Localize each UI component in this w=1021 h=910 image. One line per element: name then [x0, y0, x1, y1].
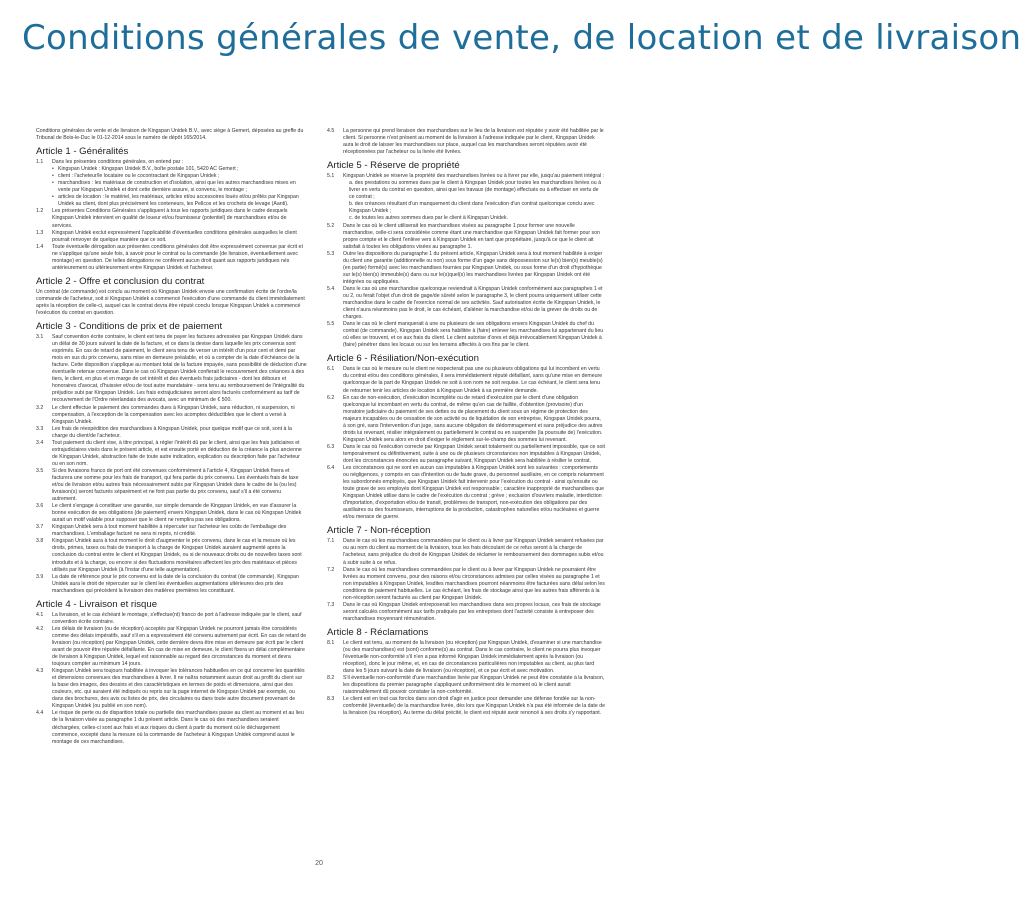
clause-bullet [343, 180, 605, 201]
article-section [36, 276, 307, 317]
article-section [327, 525, 605, 623]
clause-number: 1.4 [36, 243, 44, 250]
clause-text: Kingspan Unidek aura à tout moment le droit d'augmenter le prix convenu, dans le cas et la mesure où les droits, primes, taxes ou frais de transport à la charge de Kingspan Unidek auraient augmenté après la conclusion du contrat entre le client et Kingspan Unidek, ou si de nouveaux droits ou de nouvelles taxes sont introduits et à la charge, ou encore si des fluctuations monétaires affectent les prix des matériaux et pièces utilisés par Kingspan Unidek (à l'instar d'une telle augmentation). [52, 538, 302, 573]
bullet-text: a. des prestations ou sommes dues par le client à Kingspan Unidek pour toutes les marchandises livrées ou à livrer en vertu du contrat en question, ainsi que les travaux (de montage) effectués ou à effectuer en vertu de ce contrat ; [349, 180, 602, 201]
clause-number: 5.2 [327, 222, 335, 229]
clause [327, 366, 605, 394]
clause-text: La livraison, et le cas échéant le montage, s'effectue(nt) franco de port à l'adresse indiquée par le client, sauf convention écrite contraire. [52, 611, 302, 625]
article-section [36, 321, 307, 595]
bullet-marker: • [52, 166, 54, 173]
clause-text: Le client effectue le paiement des commandes dues à Kingspan Unidek, sans réduction, ni suspension, ni compensation, à l'exception de la compensation avec les acomptes déductibles que le client a versé à Kingspan Unidek. [52, 404, 295, 425]
clause-bullet [343, 215, 605, 222]
clause [36, 668, 307, 710]
clause-number: 5.4 [327, 285, 335, 292]
clause-number: 1.1 [36, 159, 44, 166]
clause-number: 4.1 [36, 611, 44, 618]
clause-text: Le risque de perte ou de disparition totale ou partielle des marchandises passe au client au moment et au lieu de la livraison visée au paragraphe 1 du présent article. Dans le cas où des marchandises seraient déchargées, celles-ci sont aux frais et aux risques du client à partir du moment où le déchargement commence, excepté dans la mesure où la commande de l'acheteur à Kingspan Unidek comprend aussi le montage de ces marchandises. [52, 710, 304, 745]
article-section [36, 599, 307, 746]
intro-paragraph: Conditions générales de vente et de livraison de Kingspan Unidek B.V., avec siège à Gemert, déposées au greffe du Tribunal de Bois-le-Duc le 01-12-2014 sous le numéro de dépôt 165/2014. [36, 128, 304, 142]
clause [36, 405, 307, 426]
bullet-text: c. de toutes les autres sommes dues par le client à Kingspan Unidek. [349, 215, 508, 222]
clause-text: Les délais de livraison (ou de réception) acceptés par Kingspan Unidek ne pourront jamais être considérés comme des délais impératifs, sauf s'il en a expressément été convenu autrement par écrit. En cas de retard de livraison (ou réception) par Kingspan Unidek, cette dernière devra être mise en demeure par écrit par le client avant de pouvoir être réputée défaillante. En cas de mise en demeure, le client fixera un délai complémentaire de livraison à Kingspan Unidek, lequel est raisonnable au regard des circonstances du moment et devra toujours compter au minimum 14 jours. [52, 625, 307, 668]
bullet-text: client : l'acheteur/le locataire ou le cocontractant de Kingspan Unidek ; [58, 173, 220, 180]
clause [327, 286, 605, 321]
clause-text: Dans le cas où le client utiliserait les marchandises visées au paragraphe 1 pour former une nouvelle marchandise, celle-ci sera considérée comme étant une marchandise que Kingspan Unidek fait former pour son propre compte et le client l'enlève vers à Kingspan Unidek en tant que propriétaire, jusqu'à ce que le client ait satisfait à toutes les obligations visées au paragraphe 1. [343, 222, 600, 250]
clause-text: Le client est en tout cas forclos dans son droit d'agir en justice pour demander une défense fondée sur la non-conformité (éventuelle) de la marchandise livrée, dès lors que Kingspan Unidek n'a pas été informée de la date de la livraison (ou réception). Au terme du délai précité, le client est réputé avoir renoncé à ses droits s'y rapportant. [343, 696, 605, 717]
clause [327, 128, 605, 156]
clause-number: 7.1 [327, 538, 335, 545]
clause-bullet [52, 180, 307, 194]
clause-number: 6.1 [327, 366, 335, 373]
clause-text: En cas de non-exécution, d'exécution incomplète ou de retard d'exécution par le client d'une obligation quelconque lui incombant en vertu du contrat, de même qu'en cas de faillite, d'obtention (provisoire) d'un moratoire judiciaire du paiement de ses dettes ou de placement du client sous un régime de protection des majeurs incapables ou de cessation de son activité ou de liquidation de son entreprise, Kingspan Unidek pourra, à son gré, sans l'intervention d'un juge, sans aucune obligation de dédommagement et sans préjudice des autres droits lui revenant, résilier intégralement ou partiellement le contrat ou en suspendre (la poursuite de) l'exécution. Kingspan Unidek sera alors en droit d'exiger le règlement sur-le-champ des sommes lui revenant. [343, 394, 603, 443]
article-section [327, 160, 605, 349]
clause-text: Si des livraisons franco de port ont été convenues conformément à l'article 4, Kingspan Unidek fixera et facturera une somme pour les frais de transport, qui fera partie du prix convenu. Les éventuels frais de taxe et/ou de livraison et/ou autres frais nécessairement subis par Kingspan Unidek dans le cadre de la (ou les) livraison(s) seront facturés séparément et ne font pas partie du prix convenu, sauf s'il a été convenu autrement. [52, 467, 299, 503]
clause-text: La date de référence pour le prix convenu est la date de la conclusion du contrat (de commande). Kingspan Unidek aura le droit de répercuter sur le client les éventuelles augmentations ultérieures des prix des marchandises qui précèdent la livraison des matières premières les constituant. [52, 573, 299, 594]
clause [327, 465, 605, 521]
clause [36, 244, 307, 272]
bullet-text: articles de location : le matériel, les matériaux, articles et/ou accessoires loués et/ou prêtés par Kingspan Unidek au client, dont plus précisément les conteneurs, les Pellcos et les crochets de levage (Aanti). [58, 194, 299, 208]
clause-text: Toute éventuelle dérogation aux présentes conditions générales doit être expressément convenue par écrit et ne s'applique qu'une seule fois, à savoir pour le contrat ou la commande (de livraison, éventuellement avec montage) en question. De telles dérogations ne confèrent aucun droit quant aux rapports juridiques nés antérieurement ou ultérieurement entre Kingspan Unidek et l'acheteur. [52, 243, 303, 271]
clause [36, 538, 307, 573]
article-text: Un contrat (de commande) est conclu au moment où Kingspan Unidek envoie une confirmation écrite de l'ordre/la commande de l'acheteur, soit si Kingspan Unidek a commencé l'exécution d'une commande du client immédiatement après la réception de celle-ci, auquel cas le contrat devra être réputé conclu lorsque Kingspan Unidek a commencé l'exécution du contrat en question. [36, 288, 305, 316]
clause-number: 4.2 [36, 625, 44, 632]
clause [327, 640, 605, 675]
article-heading: Article 1 - Généralités [36, 146, 129, 158]
clause [36, 574, 307, 595]
clause [36, 710, 307, 745]
clause-bullet [52, 194, 307, 208]
page-number: 20 [315, 860, 323, 867]
article-heading: Article 2 - Offre et conclusion du contrat [36, 275, 205, 287]
clause-text: Les frais de réexpédition des marchandises à Kingspan Unidek, pour quelque motif que ce soit, sont à la charge du client/de l'acheteur. [52, 425, 292, 439]
article-section [327, 128, 605, 156]
article-section [36, 146, 307, 272]
clause-number: 8.2 [327, 675, 335, 682]
clause-text: La personne qui prend livraison des marchandises sur le lieu de la livraison est réputée y avoir été habilitée par le client. Si personne n'est présent au moment de la livraison à l'adresse indiquée par le client, Kingspan Unidek aura le droit de laisser les marchandises sur place, auquel cas les marchandises seront réputées avoir été réceptionnées par l'acheteur ou la livrée été livrées. [343, 128, 604, 156]
article-heading: Article 3 - Conditions de prix et de paiement [36, 321, 223, 333]
clause [36, 159, 307, 166]
clause-text: Dans le cas où les marchandises commandées par le client ou à livrer par Kingspan Unidek seraient refusées par ou au nom du client au moment de la livraison, tous les frais découlant de ce refus seront à la charge de l'acheteur, sans préjudice du droit de Kingspan Unidek de réclamer le remboursement des dommages subis et/ou à subir suite à ce refus. [343, 538, 604, 566]
clause [327, 675, 605, 696]
bullet-marker: • [52, 180, 54, 187]
article-heading: Article 4 - Livraison et risque [36, 598, 158, 610]
clause [36, 626, 307, 668]
clause [36, 426, 307, 440]
clause [327, 321, 605, 349]
right-column [327, 128, 605, 721]
clause-text: Dans le cas où le mesure ou le client ne respecterait pas une ou plusieurs obligations qui lui incombent en vertu du contrat et/ou des conditions générales, il sera immédiatement réputé défaillant, sans qu'une mise en demeure quelconque de la part de Kingspan Unidek ne soit à son nom ne soit requise. Le cas échéant, le client sera tenu de retourner tenir les articles de location à Kingspan Unidek à sa première demande. [343, 366, 603, 394]
clause [36, 612, 307, 626]
clause-number: 3.3 [36, 425, 44, 432]
article-heading: Article 7 - Non-réception [327, 525, 431, 537]
clause-number: 5.3 [327, 250, 335, 257]
clause-text: Kingspan Unidek sera toujours habilitée à invoquer les tolérances habituelles en ce qui concerne les quantités et dimensions convenues des marchandises à livrer. Il ne naîtra notamment aucun droit au profit du client sur la base des images, des dessins et des caractéristiques en termes de poids et dimensions, ainsi que des couleurs, etc. qui auraient été indiqués ou repris sur la page internet de Kingspan Unidek par exemple, ou dans des brochures, des avis ou listes de prix, des circulaires ou dans toute autre document provenant de Kingspan Unidek (ou publié en son nom). [52, 668, 305, 710]
clause-number: 3.9 [36, 573, 44, 580]
clause-text: S'il éventuelle non-conformité d'une marchandise livrée par Kingspan Unidek ne peut être constatée à la livraison, les dispositions du premier paragraphe s'appliquent uniformément dès le moment où le client aurait raisonnablement dû pouvoir constater la non-conformité. [343, 675, 605, 696]
clause-text: Les présentes Conditions Générales s'appliquent à tous les rapports juridiques dans le cadre desquels Kingspan Unidek intervient en qualité de loueur et/ou fournisseur (potentiel) de marchandises et/ou de services. [52, 208, 288, 229]
article-heading: Article 6 - Résiliation/Non-exécution [327, 353, 479, 365]
clause-number: 1.2 [36, 208, 44, 215]
clause-bullet [52, 166, 307, 173]
clause [36, 334, 307, 404]
clause-number: 5.1 [327, 173, 335, 180]
clause-number: 6.2 [327, 394, 335, 401]
clause-number: 8.1 [327, 639, 335, 646]
article-heading: Article 8 - Réclamations [327, 626, 429, 638]
clause-number: 4.5 [327, 128, 335, 134]
clause-number: 5.5 [327, 321, 335, 328]
clause-text: Dans le cas où Kingspan Unidek entreposerait les marchandises dans ses propres locaux, ces frais de stockage seront calculés conformément aux tarifs pratiqués par les entreprises dont l'activité consiste à entreposer des marchandises moyennant rémunération. [343, 601, 601, 622]
clause-number: 3.6 [36, 503, 44, 510]
clause [327, 444, 605, 465]
clause [327, 173, 605, 180]
clause-text: Kingspan Unidek exclut expressément l'applicabilité d'éventuelles conditions générales auxquelles le client pourrait renvoyer de quelque manière que ce soit. [52, 229, 297, 243]
page-title: Conditions générales de vente, de location et de livraison [22, 18, 1021, 58]
clause [327, 696, 605, 717]
clause-text: Dans le cas où l'exécution correcte par Kingspan Unidek serait totalement ou partiellement impossible, que ce soit temporairement ou définitivement, suite à une ou de plusieurs circonstances non imputables à Kingspan Unidek, dont les circonstances énoncées au paragraphe suivant, Kingspan Unidek sera habilitée à résilier le contrat. [343, 443, 605, 464]
clause [36, 230, 307, 244]
clause-text: Kingspan Unidek se réserve la propriété des marchandises livrées ou à livrer par elle, jusqu'au paiement intégral : [343, 173, 605, 180]
clause-number: 3.8 [36, 538, 44, 545]
clause-number: 3.2 [36, 404, 44, 411]
clause [36, 503, 307, 524]
clause [36, 468, 307, 503]
bullet-marker: • [52, 173, 54, 180]
article-section [327, 627, 605, 718]
clause [36, 440, 307, 468]
bullet-text: marchandises : les matériaux de construction et d'isolation, ainsi que les autres marchandises mises en vente par Kingspan Unidek et dont cette dernière assure, si convenu, le montage ; [58, 180, 296, 194]
clause [327, 223, 605, 251]
clause [327, 395, 605, 444]
article-heading: Article 5 - Réserve de propriété [327, 160, 460, 172]
clause-number: 3.1 [36, 334, 44, 341]
clause [327, 602, 605, 623]
clause-number: 8.3 [327, 696, 335, 703]
clause-number: 4.3 [36, 668, 44, 675]
clause-number: 3.4 [36, 439, 44, 446]
bullet-text: Kingspan Unidek : Kingspan Unidek B.V., boîte postale 101, 5420 AC Gemert ; [58, 166, 239, 173]
clause-text: Kingspan Unidek sera à tout moment habilitée à répercuter sur l'acheteur les coûts de l'emballage des marchandises. L'emballage facturé ne sera ni repris, ni crédité. [52, 524, 287, 538]
clause [327, 538, 605, 566]
clause-text: Dans le cas où une marchandise quelconque reviendrait à Kingspan Unidek conformément aux paragraphes 1 et ou 2, ou ferait l'objet d'un droit de gage/de sûreté selon le paragraphe 3, le client pourra uniquement utiliser cette marchandise dans le cadre de l'exercice normal de ses activités. Sauf autorisation écrite de Kingspan Unidek, le client n'aura néanmoins pas le droit, le cas échéant, d'aliéner la marchandise et/ou de la grever de droits ou de charges. [343, 285, 603, 321]
bullet-marker: • [52, 194, 54, 201]
clause-text: Le client s'engage à constituer une garantie, sur simple demande de Kingspan Unidek, en vue d'assurer la bonne exécution de ses obligations (de paiement) envers Kingspan Unidek, dans le cas où Kingspan Unidek aurait un motif valable pour supposer que le client ne remplira pas ses obligations. [52, 503, 302, 524]
clause-text: Les circonstances qui ne sont en aucun cas imputables à Kingspan Unidek sont les suivantes : comportements ou négligences, y compris en cas d'intention ou de faute grave, du personnel auxiliaire, en ce compris notamment les subordonnés employés, que Kingspan Unidek fait intervenir pour l'exécution du contrat - ainsi qu'ensuite ou toute grave de ses employés dont Kingspan Unidek est responsable ; caractère inapproprié de marchandises que Kingspan Unidek utilise dans le cadre de l'exécution du contrat ; grève ; exclusion d'ouvriers maladie, interdiction d'importation, d'exportation et/ou de transit, problèmes de transport, non-exécution des obligations par des auxiliaires ou des fournisseurs, interruptions de la production, catastrophes naturelles et/ou nucléaires et guerre et/ou menace de guerre. [343, 465, 604, 521]
clause-text: Outre les dispositions du paragraphe 1 du présent article, Kingspan Unidek sera à tout moment habilitée à exiger du client une garantie (additionnelle ou non) sous forme d'un gage sans dépossession sur le(s) bien(s) meuble(s) (en partie) formé(s) avec les marchandises fournies par Kingspan Unidek, ou sous forme d'un droit d'hypothèque sur le(s) bien(s) immeuble(s) dans ou sur le(s)quel(s) les marchandises livrées par Kingspan Unidek ont été intégrées ou appliquées. [343, 250, 603, 285]
clause-number: 4.4 [36, 710, 44, 717]
clause-number: 7.3 [327, 601, 335, 608]
bullet-text: b. des créances résultant d'un manquement du client dans l'exécution d'un contrat quelconque conclu avec Kingspan Unidek ; [349, 201, 595, 215]
clause-bullet [52, 173, 307, 180]
left-column [36, 128, 307, 750]
clause [36, 524, 307, 538]
clause-number: 6.4 [327, 465, 335, 472]
clause-number: 1.3 [36, 229, 44, 236]
clause-text: Tout paiement du client vise, à titre principal, à régler l'intérêt dû par le client, ainsi que les frais judiciaires et extrajudiciaires visés dans le présent article, et est ensuite porté en déduction de la créance la plus ancienne de Kingspan Unidek, abstraction faite de toute autre indication, explication ou description faite par l'acheteur ou en son nom. [52, 439, 302, 467]
clause-text: Dans le cas où les marchandises commandées par le client ou à livrer par Kingspan Unidek ne pourraient être livrées au moment convenu, pour des raisons et/ou circonstances admises par celles visées au paragraphe 1 et non imputables à Kingspan Unidek, lesdites marchandises pourront néanmoins être facturées sans délai selon les conditions de paiement habituelles. Le cas échéant, les frais de stockage ainsi que les autres frais afférents à la non-réception seront facturés au client par Kingspan Unidek. [343, 566, 605, 601]
clause-number: 3.7 [36, 524, 44, 531]
clause-text: Sauf convention écrite contraire, le client est tenu de payer les factures adressées par Kingspan Unidek dans un délai de 30 jours suivant la date de la facture, et ce dans la devise dans laquelle les prix convenus sont exprimés. En cas de retard de paiement, le client sera tenu de verser un intérêt d'un pour cent et demi par mois en sus du prix convenu, sans mise en demeure préalable, et où a compter de la date d'échéance de la facture. Cette disposition s'applique au montant total de la facture impayée, sans possibilité de déduction d'une éventuelle retenue convenue. Dans le cas où Kingspan Unidek confierait le recouvrement des créances à des tiers, le client, en plus et en marge de cet intérêt et des éventuels frais judiciaires - dont les débours et honoraires d'avocat, d'huissier et/ou de tout autre mandataire - sera tenu au remboursement de l'intégralité du préjudice subi par Kingspan Unidek. Les frais extrajudiciaires seront alors facturés conformément au tarif de recouvrement de l'Ordre néerlandais des avocats, avec un minimum de € 500. [52, 334, 307, 404]
clause [36, 208, 307, 229]
clause-text: Le client est tenu, au moment de la livraison (ou réception) par Kingspan Unidek, d'examiner si une marchandise (ou des marchandises) est (sont) conforme(s) au contrat. Dans le cas contraire, le client ne pourra plus invoquer l'éventuelle non-conformité s'il n'en a pas informé Kingspan Unidek immédiatement après la livraison (ou réception), donc le jour même, et, en cas de circonstances particulières non imputables au client, au plus tard dans les 5 jours suivant la date de livraison (ou réception), et ce par écrit et avec motivation. [343, 639, 602, 675]
clause-bullet [343, 201, 605, 215]
clause-number: 7.2 [327, 566, 335, 573]
article-section [327, 353, 605, 521]
clause [327, 251, 605, 286]
clause-number: 6.3 [327, 443, 335, 450]
clause-text: Dans les présentes conditions générales, on entend par : [52, 159, 184, 166]
clause [327, 567, 605, 602]
clause-number: 3.5 [36, 467, 44, 474]
clause-text: Dans le cas où le client manquerait à une ou plusieurs de ses obligations envers Kingspan Unidek du chef du contrat (de commande), Kingspan Unidek sera habilitée à (faire) enlever les marchandises lui appartenant du lieu où elles se trouvent, et ce aux frais du client. Le client autorise d'ores et déjà irrévocablement Kingspan Unidek à (faire) pénétrer dans les locaux ou sur les terrains affectés à ces fins par le client. [343, 321, 604, 349]
